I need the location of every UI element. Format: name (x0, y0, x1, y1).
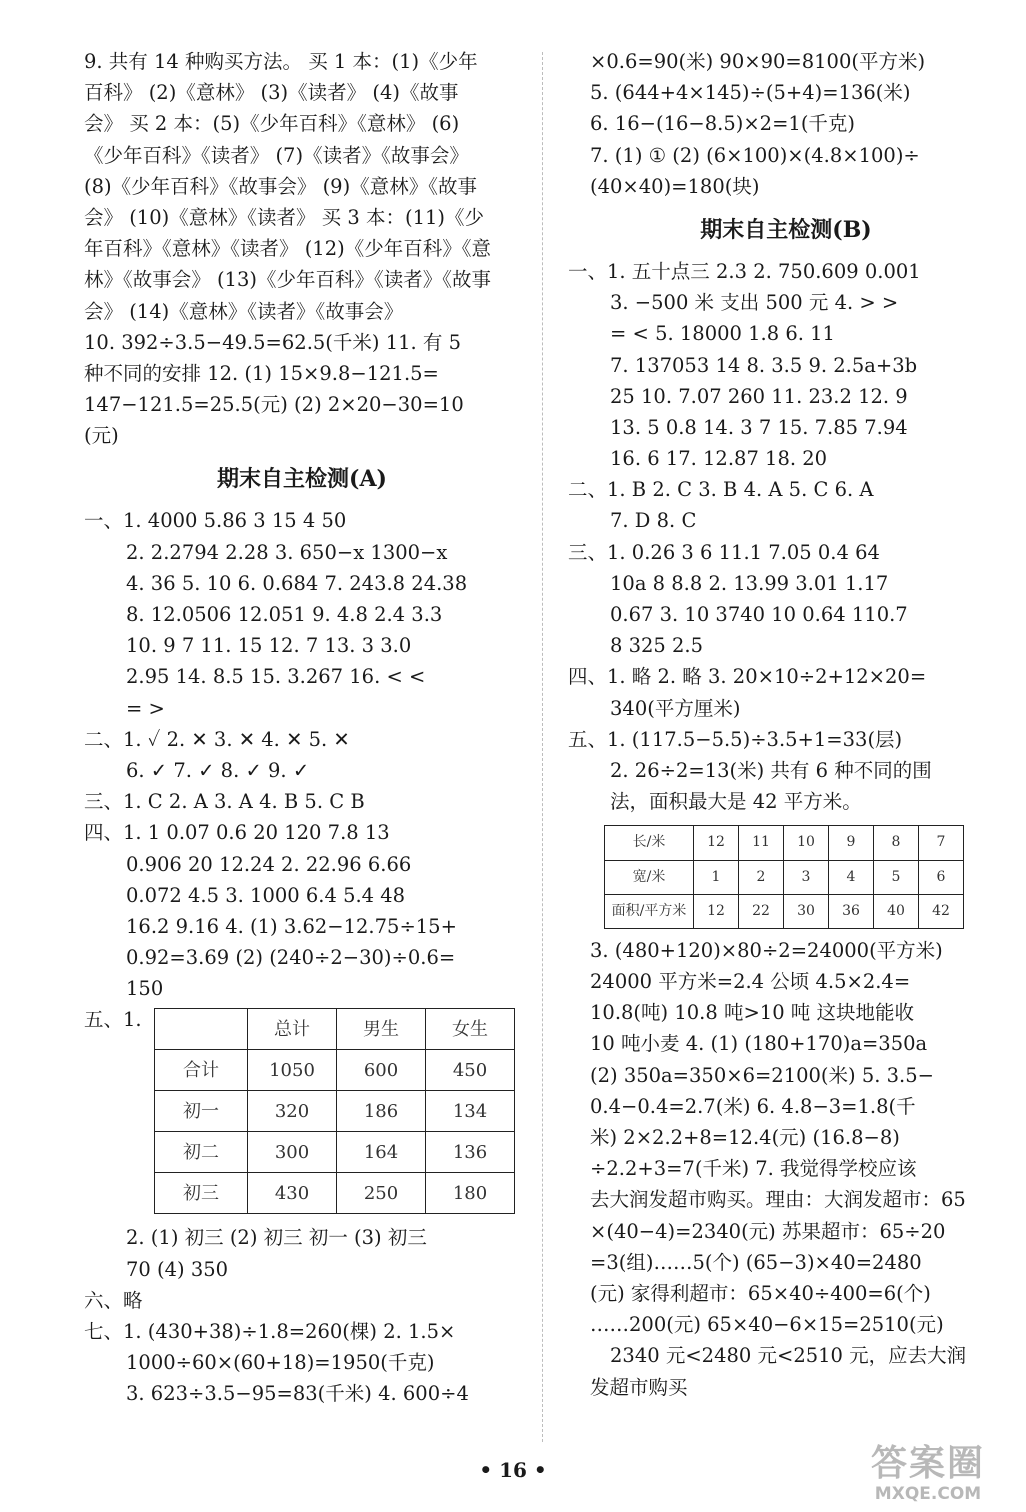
table-cell: 134 (426, 1091, 515, 1132)
table-cell: 12 (694, 894, 739, 928)
answer-line: 9. 共有 14 种购买方法。 买 1 本：(1)《少年 (84, 50, 478, 73)
answer-line: 0.4−0.4=2.7(米) 6. 4.8−3=1.8(千 (590, 1094, 916, 1118)
watermark-url: MXQE.COM (874, 1484, 982, 1504)
table-cell: 180 (426, 1173, 515, 1214)
table-cell: 42 (919, 894, 964, 928)
answer-line: 5. (644+4×145)÷(5+4)=136(米) (590, 81, 911, 105)
left-column: 9. 共有 14 种购买方法。 买 1 本：(1)《少年 百科》 (2)《意林》 (3)《读者》 (4)《故事 会》 买 2 本：(5)《少年百科》《意林》 (6) 《少年百科》《读者》 (7)《读者》《故事会》 (8)《少年百科》《故事会》 (9)《意林》《故事 会》 (10)《意林》《读者》 买 3 本：(11)《少 年百科》《意林》《读者》 (12)《少年百科》《意 林》《故事会》 (13)《少年百科》《读者》《故事 会》 (14)《意林》《读者》《故事会》 10. 392÷3.5−49.5=62.5(千米) 11. 有 5 种不同的安排 12. (1) 15×9.8−121.5= 147−121.5=25.5(元) (2) 2×20−30=10 (元) 期末自主检测(A) 一、1. 4000 5.86 3 15 4 50 2. 2.2794 2.28 3. 650−x 1300−x 4. 36 5. 10 6. 0.684 7. 243.8 24.38 8. 12.0506 12.051 9. 4.8 2.4 3.3 10. 9 7 11. 15 12. 7 13. 3 3.0 2.95 14. 8.5 15. 3.267 16. < < = > 二、1. ✓ 2. ✕ 3. ✕ 4. ✕ 5. ✕ 6. ✓ 7. ✓ 8. ✓ 9. ✓ 三、1. C 2. A 3. A 4. B 5. C B 四、1. 1 0.07 0.6 20 120 7.8 13 0.906 20 12.24 2. 22.96 6.66 0.072 4.5 3. 1000 6.4 5.4 48 16.2 9.16 4. (1) 3.62−12.75÷15+ 0.92=3.69 (2) (240÷2−30)÷0.6= 150 五、1. 总计 男生 女生 合计 1050 600 450 初一 320 186 134 初二 300 164 136 初三 430 250 180 2. (1) 初三 (2) 初三 初一 (3) 初三 70 (4) 350 六、略 七、1. (430+38)÷1.8=260(棵) 2. 1.5× 1000÷60×(60+18)=1950(千克) 3. 623÷3.5−95=83(千米) 4. 600÷4 (84, 46, 520, 1410)
right-column (568, 46, 1004, 1403)
answer-line: 法，面积最大是 42 平方米。 (610, 790, 862, 814)
answer-line: (2) 350a=350×6=2100(米) 5. 3.5− (590, 1063, 935, 1087)
answer-line: 四、1. 1 0.07 0.6 20 120 7.8 13 (84, 821, 390, 845)
student-table (154, 1008, 515, 1214)
table-cell: 250 (337, 1173, 426, 1214)
table-cell: 7 (919, 826, 964, 860)
answer-line: 10. 392÷3.5−49.5=62.5(千米) 11. 有 5 (84, 330, 462, 354)
answer-line: 二、1. B 2. C 3. B 4. A 5. C 6. A (568, 478, 874, 502)
answer-line: 会》 (14)《意林》《读者》《故事会》 (84, 299, 404, 323)
answer-line: 16.2 9.16 4. (1) 3.62−12.75÷15+ (126, 914, 457, 938)
answer-line: 一、1. 五十点三 2.3 2. 750.609 0.001 (568, 259, 921, 283)
table-cell: 2 (739, 860, 784, 894)
site-watermark (848, 1444, 1008, 1506)
table-header-cell: 男生 (337, 1009, 426, 1050)
answer-line: ×0.6=90(米) 90×90=8100(平方米) (590, 50, 926, 73)
answer-line: 13. 5 0.8 14. 3 7 15. 7.85 7.94 (610, 415, 908, 439)
table-cell: 10 (784, 826, 829, 860)
table-cell: 初二 (155, 1132, 248, 1173)
table-cell: 1 (694, 860, 739, 894)
table-cell: 初三 (155, 1173, 248, 1214)
answer-line: ÷2.2+3=7(千米) 7. 我觉得学校应该 (590, 1157, 917, 1181)
watermark-logo-text: 答案圈 (870, 1443, 985, 1484)
answer-line: 6. ✓ 7. ✓ 8. ✓ 9. ✓ (126, 758, 310, 782)
table-cell: 300 (248, 1132, 337, 1173)
answer-line: 3. 623÷3.5−95=83(千米) 4. 600÷4 (126, 1382, 469, 1406)
table-cell: 5 (874, 860, 919, 894)
answer-line: 发超市购买 (590, 1375, 688, 1399)
answer-line: 一、1. 4000 5.86 3 15 4 50 (84, 509, 347, 533)
page-number: • 16 • (479, 1458, 547, 1482)
answer-line: 去大润发超市购买。理由：大润发超市：65 (590, 1188, 966, 1212)
table-row (155, 1173, 515, 1214)
table-cell: 4 (829, 860, 874, 894)
table-cell: 320 (248, 1091, 337, 1132)
answer-line: = > (126, 696, 165, 720)
answer-line: 2340 元<2480 元<2510 元，应去大润 (610, 1344, 967, 1368)
table-header-cell: 面积/平方米 (605, 894, 694, 928)
answer-line: 150 (126, 977, 164, 1001)
answer-line: 4. 36 5. 10 6. 0.684 7. 243.8 24.38 (126, 571, 468, 595)
table-cell: 初一 (155, 1091, 248, 1132)
answer-line: 会》 买 2 本：(5)《少年百科》《意林》 (6) (84, 112, 460, 136)
table-cell: 11 (739, 826, 784, 860)
answer-line: 六、略 (84, 1288, 143, 1312)
answer-line: (元) 家得利超市：65×40÷400=6(个) (590, 1281, 931, 1305)
answer-line: 林》《故事会》 (13)《少年百科》《读者》《故事 (84, 268, 491, 292)
answer-line: 0.92=3.69 (2) (240÷2−30)÷0.6= (126, 946, 456, 970)
table-cell: 12 (694, 826, 739, 860)
table-row (605, 826, 964, 860)
table-cell: 3 (784, 860, 829, 894)
table-cell: 合计 (155, 1050, 248, 1091)
table-cell: 36 (829, 894, 874, 928)
answer-line: 会》 (10)《意林》《读者》 买 3 本：(11)《少 (84, 205, 485, 229)
answer-line: 25 10. 7.07 260 11. 23.2 12. 9 (610, 384, 908, 408)
table-cell: 40 (874, 894, 919, 928)
answer-line: (元) (84, 424, 119, 448)
section-title-a: 期末自主检测(A) (217, 466, 387, 493)
table-cell: 22 (739, 894, 784, 928)
table-row (155, 1050, 515, 1091)
table-cell: 136 (426, 1132, 515, 1173)
answer-line: 7. D 8. C (610, 509, 697, 533)
answer-line: (40×40)=180(块) (590, 174, 760, 198)
answer-line: 0.906 20 12.24 2. 22.96 6.66 (126, 852, 412, 876)
answer-line: 2. (1) 初三 (2) 初三 初一 (3) 初三 (126, 1226, 427, 1250)
table-header-cell: 总计 (248, 1009, 337, 1050)
table-header-cell: 女生 (426, 1009, 515, 1050)
answer-line: (8)《少年百科》《故事会》 (9)《意林》《故事 (84, 174, 477, 198)
answer-line: 10. 9 7 11. 15 12. 7 13. 3 3.0 (126, 634, 412, 658)
table-header-cell: 宽/米 (605, 860, 694, 894)
table-cell: 186 (337, 1091, 426, 1132)
answer-line: 四、1. 略 2. 略 3. 20×10÷2+12×20= (568, 665, 927, 689)
answer-line: 8. 12.0506 12.051 9. 4.8 2.4 3.3 (126, 603, 443, 626)
table-row (605, 894, 964, 928)
table-row (605, 860, 964, 894)
answer-line: 147−121.5=25.5(元) (2) 2×20−30=10 (84, 393, 464, 417)
answer-line: 2. 2.2794 2.28 3. 650−x 1300−x (126, 540, 448, 564)
table-header-cell: 长/米 (605, 826, 694, 860)
answer-line: 6. 16−(16−8.5)×2=1(千克) (590, 112, 856, 136)
answer-line: 1000÷60×(60+18)=1950(千克) (126, 1351, 435, 1375)
table-cell: 6 (919, 860, 964, 894)
answer-line: 7. 137053 14 8. 3.5 9. 2.5a+3b (610, 353, 918, 377)
table-cell: 8 (874, 826, 919, 860)
answer-line: =3(组)……5(个) (65−3)×40=2480 (590, 1250, 922, 1274)
table-row (155, 1132, 515, 1173)
answer-line: 10 吨小麦 4. (1) (180+170)a=350a (590, 1032, 928, 1056)
answer-line: ×(40−4)=2340(元) 苏果超市：65÷20 (590, 1219, 946, 1243)
table-cell: 430 (248, 1173, 337, 1214)
answer-line: 2.95 14. 8.5 15. 3.267 16. < < (126, 665, 426, 689)
answer-line: 10.8(吨) 10.8 吨>10 吨 这块地能收 (590, 1001, 914, 1025)
answer-line: 米) 2×2.2+8=12.4(元) (16.8−8) (590, 1126, 900, 1150)
answer-line: 0.072 4.5 3. 1000 6.4 5.4 48 (126, 883, 406, 907)
table-row (155, 1009, 515, 1050)
answer-line: 《少年百科》《读者》 (7)《读者》《故事会》 (84, 143, 469, 167)
answer-line: 70 (4) 350 (126, 1257, 229, 1281)
table-cell: 30 (784, 894, 829, 928)
answer-line: 3. −500 米 支出 500 元 4. > > (610, 291, 899, 315)
answer-line: 7. (1) ① (2) (6×100)×(4.8×100)÷ (590, 143, 920, 167)
answer-line: 五、1. (117.5−5.5)÷3.5+1=33(层) (568, 727, 903, 751)
answer-line: 0.67 3. 10 3740 10 0.64 110.7 (610, 603, 908, 626)
answer-line: 年百科》《意林》《读者》 (12)《少年百科》《意 (84, 237, 491, 261)
answer-line: 3. (480+120)×80÷2=24000(平方米) (590, 938, 943, 962)
table-cell: 164 (337, 1132, 426, 1173)
answer-line: ……200(元) 65×40−6×15=2510(元) (590, 1313, 944, 1337)
answer-line: 百科》 (2)《意林》 (3)《读者》 (4)《故事 (84, 81, 459, 105)
answer-line: 二、1. ✓ 2. ✕ 3. ✕ 4. ✕ 5. ✕ (84, 727, 350, 751)
table-row (155, 1091, 515, 1132)
answer-line: 三、1. C 2. A 3. A 4. B 5. C B (84, 790, 365, 814)
answer-line: 340(平方厘米) (610, 696, 741, 720)
table-cell: 9 (829, 826, 874, 860)
answer-line: 8 325 2.5 (610, 634, 704, 658)
table-cell: 1050 (248, 1050, 337, 1091)
answer-line: 24000 平方米=2.4 公顷 4.5×2.4= (590, 970, 911, 994)
table-cell: 600 (337, 1050, 426, 1091)
answer-line: 2. 26÷2=13(米) 共有 6 种不同的围 (610, 758, 932, 782)
answer-line: 16. 6 17. 12.87 18. 20 (610, 447, 828, 471)
answer-line: 三、1. 0.26 3 6 11.1 7.05 0.4 64 (568, 540, 880, 564)
answer-line: 10a 8 8.8 2. 13.99 3.01 1.17 (610, 571, 889, 595)
area-table (604, 825, 964, 929)
section-title-b: 期末自主检测(B) (700, 216, 872, 243)
table-header-cell (155, 1009, 248, 1050)
answer-line: 种不同的安排 12. (1) 15×9.8−121.5= (84, 361, 439, 385)
column-divider (542, 52, 543, 1442)
table-cell: 450 (426, 1050, 515, 1091)
answer-line: 七、1. (430+38)÷1.8=260(棵) 2. 1.5× (84, 1320, 456, 1343)
answer-line: = < 5. 18000 1.8 6. 11 (610, 322, 835, 346)
